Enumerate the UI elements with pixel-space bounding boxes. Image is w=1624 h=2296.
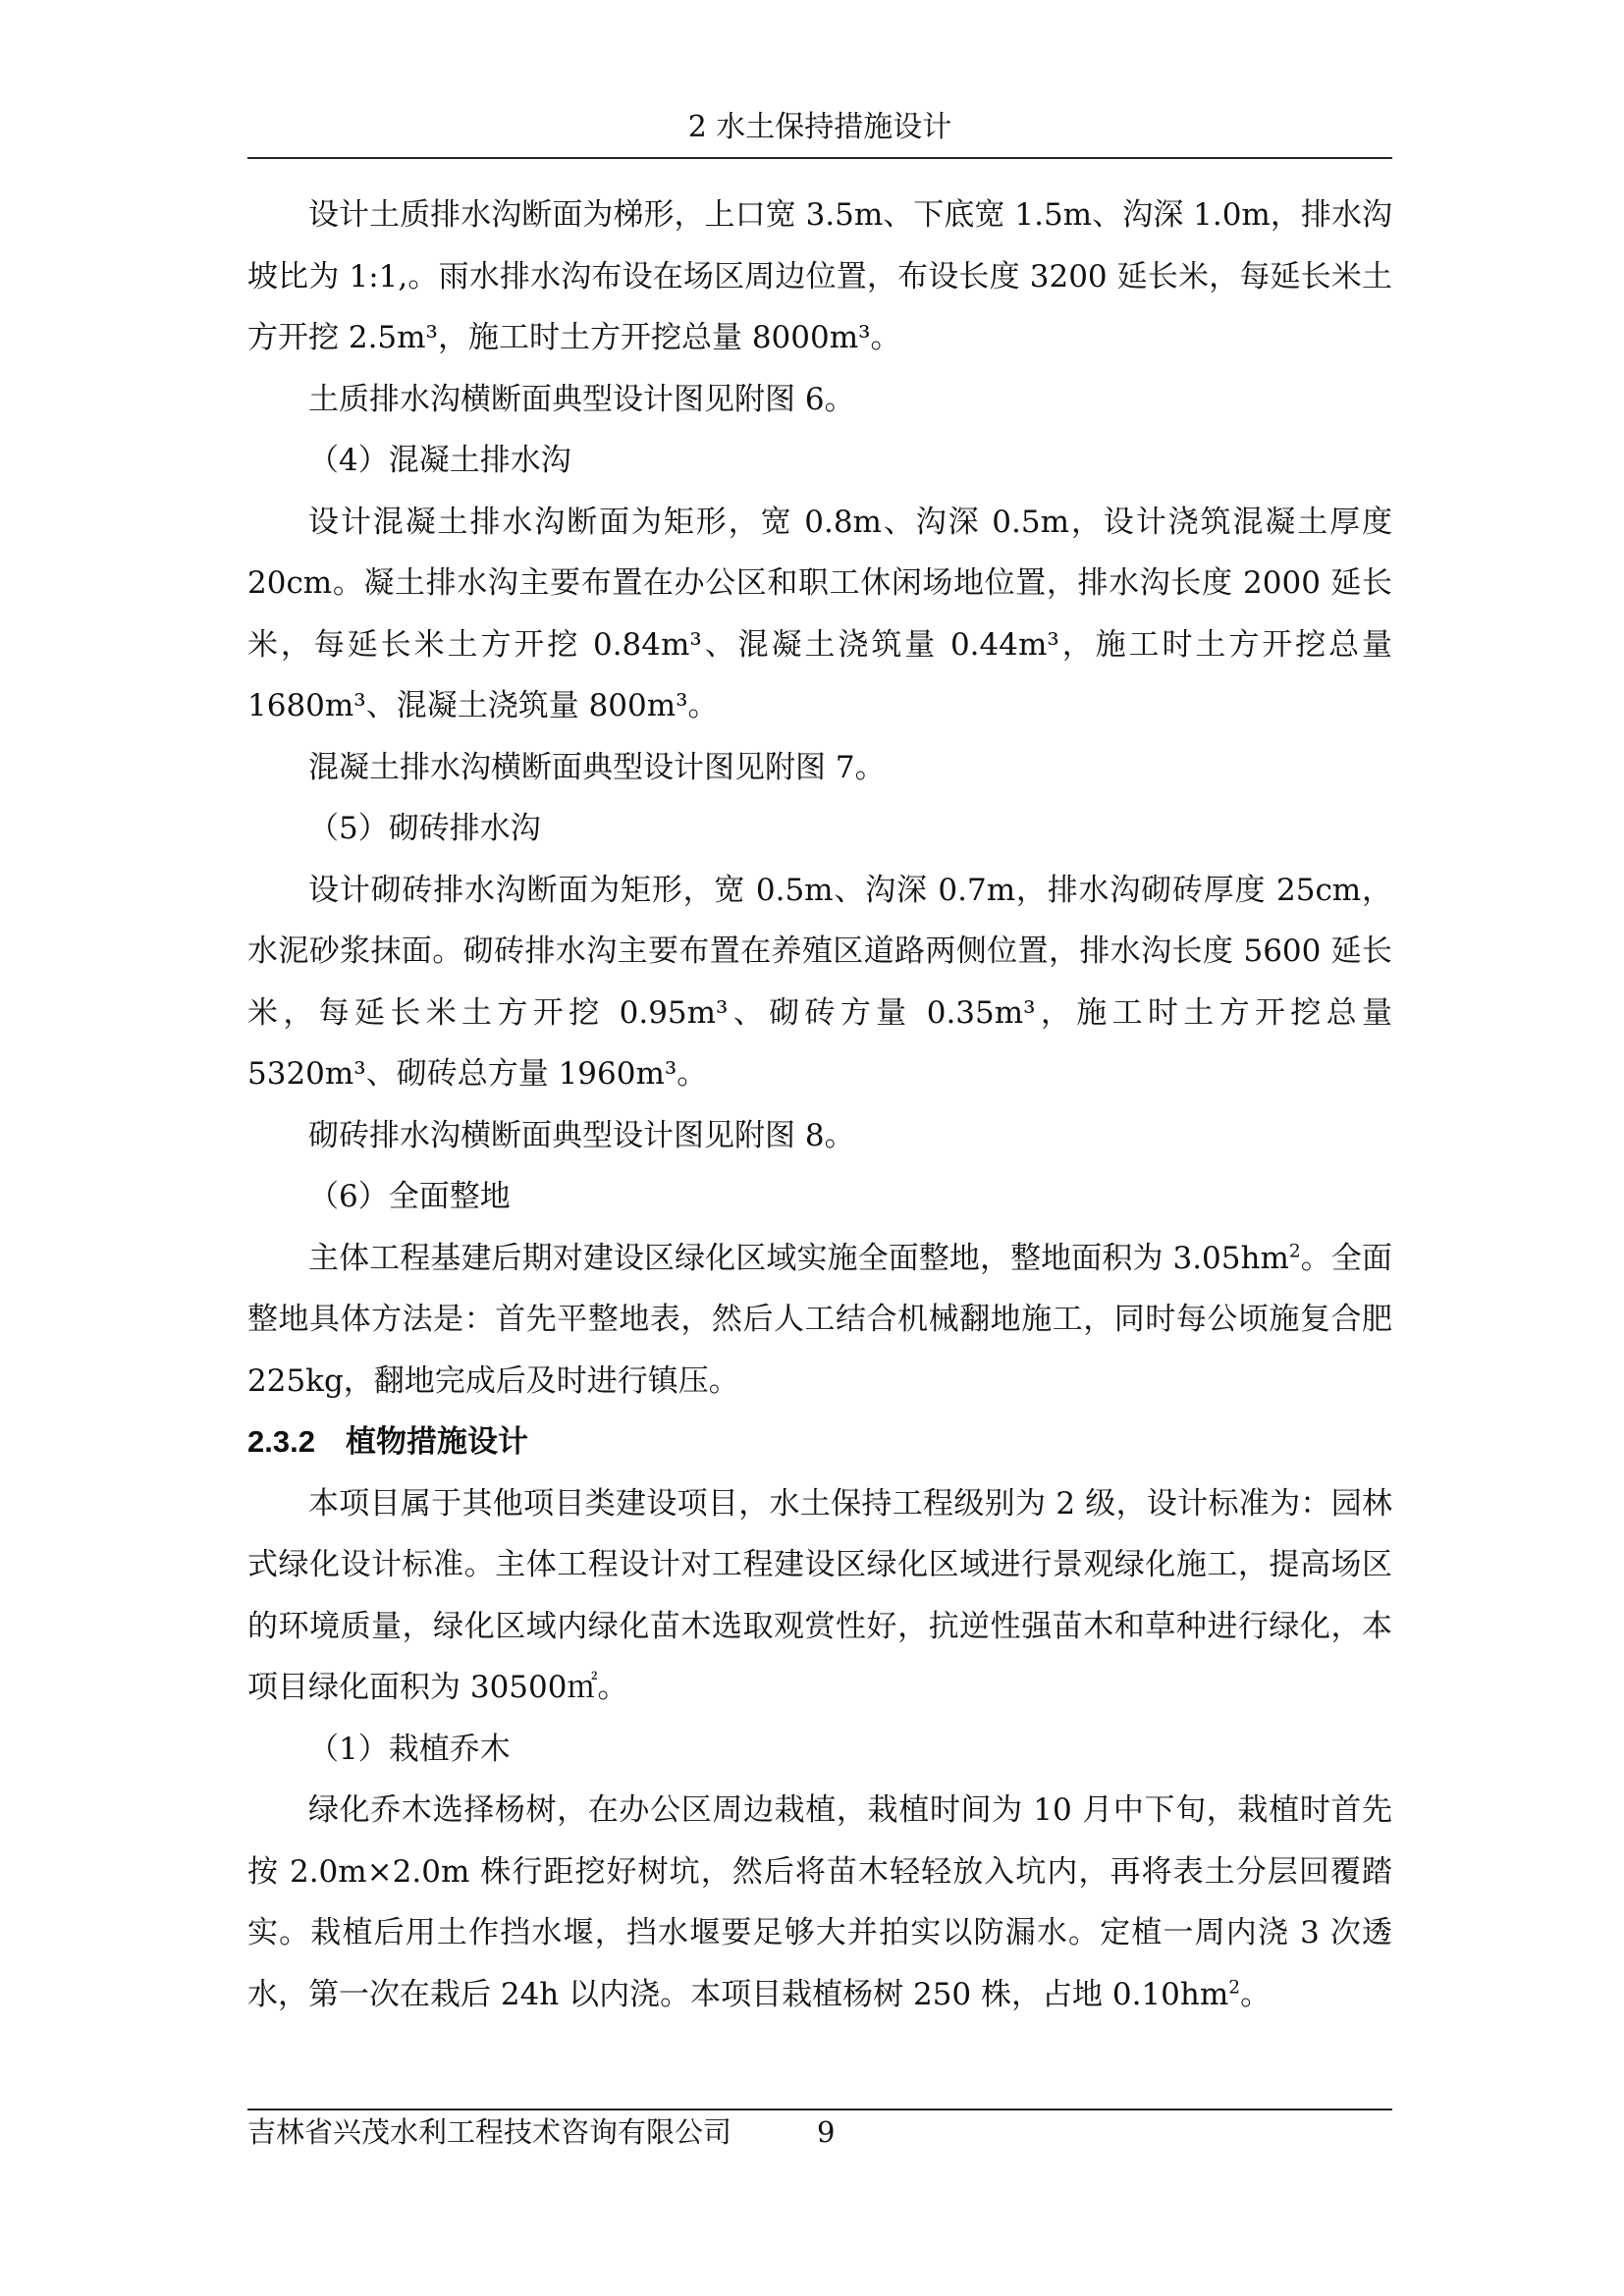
superscript: 2 [1228,1977,1241,1999]
paragraph-soil-ditch-design: 设计土质排水沟断面为梯形，上口宽 3.5m、下底宽 1.5m、沟深 1.0m，排水沟坡比为 1:1,。雨水排水沟布设在场区周边位置，布设长度 3200 延长米，每延长米土方开挖 2.5m³，施工时土方开挖总量 8000m³。 [247,197,1392,355]
subheading-concrete-ditch: （4）混凝土排水沟 [308,443,571,478]
superscript: 2 [1288,1241,1301,1262]
document-body [247,185,1392,2025]
paragraph-concrete-ditch-figure: 混凝土排水沟横断面典型设计图见附图 7。 [308,749,886,785]
paragraph-brick-ditch-design: 设计砌砖排水沟断面为矩形，宽 0.5m、沟深 0.7m，排水沟砌砖厚度 25cm，水泥砂浆抹面。砌砖排水沟主要布置在养殖区道路两侧位置，排水沟长度 5600 延长米，每延长米土方开挖 0.95m³、砌砖方量 0.35m³，施工时土方开挖总量 5320m³、砌砖总方量 1960m³。 [247,872,1392,1092]
section-number: 2.3.2 [247,1424,315,1459]
page-footer [247,2112,1392,2152]
tree-planting-text-b: 。 [1240,1976,1272,2012]
paragraph-vegetation-design: 本项目属于其他项目类建设项目，水土保持工程级别为 2 级，设计标准为：园林式绿化设计标准。主体工程设计对工程建设区绿化区域进行景观绿化施工，提高场区的环境质量，绿化区域内绿化苗木选取观赏性好，抗逆性强苗木和草种进行绿化，本项目绿化面积为 30500㎡。 [247,1485,1392,1705]
footer-company: 吉林省兴茂水利工程技术咨询有限公司 [247,2115,732,2149]
section-title: 植物措施设计 [346,1424,528,1459]
footer-rule [247,2109,1392,2110]
paragraph-concrete-ditch-design: 设计混凝土排水沟断面为矩形，宽 0.8m、沟深 0.5m，设计浇筑混凝土厚度 20cm。凝土排水沟主要布置在办公区和职工休闲场地位置，排水沟长度 2000 延长米，每延长米土方开挖 0.84m³、混凝土浇筑量 0.44m³，施工时土方开挖总量 1680m³、混凝土浇筑量 800m³。 [247,504,1392,723]
header-rule [247,157,1392,159]
subheading-land-leveling: （6）全面整地 [308,1179,511,1214]
subheading-tree-planting: （1）栽植乔木 [308,1731,511,1767]
section-heading [247,1412,1392,1473]
paragraph-brick-ditch-figure: 砌砖排水沟横断面典型设计图见附图 8。 [308,1117,855,1153]
paragraph-soil-ditch-figure: 土质排水沟横断面典型设计图见附图 6。 [308,381,855,417]
paragraph-tree-planting [247,1780,1392,2025]
subheading-brick-ditch: （5）砌砖排水沟 [308,811,541,846]
land-leveling-text-b: 。全面整地具体方法是：首先平整地表，然后人工结合机械翻地施工，同时每公顷施复合肥 225kg，翻地完成后及时进行镇压。 [247,1240,1392,1399]
land-leveling-text-a: 主体工程基建后期对建设区绿化区域实施全面整地，整地面积为 3.05hm [308,1240,1289,1276]
page-number: 9 [817,2115,836,2149]
paragraph-land-leveling [247,1228,1392,1413]
running-header: 2 水土保持措施设计 [687,110,952,144]
tree-planting-text-a: 绿化乔木选择杨树，在办公区周边栽植，栽植时间为 10 月中下旬，栽植时首先按 2.0m×2.0m 株行距挖好树坑，然后将苗木轻轻放入坑内，再将表土分层回覆踏实。栽植后用土作挡水堰，挡水堰要足够大并拍实以防漏水。定植一周内浇 3 次透水，第一次在栽后 24h 以内浇。本项目栽植杨树 250 株，占地 0.10hm [247,1792,1392,2012]
